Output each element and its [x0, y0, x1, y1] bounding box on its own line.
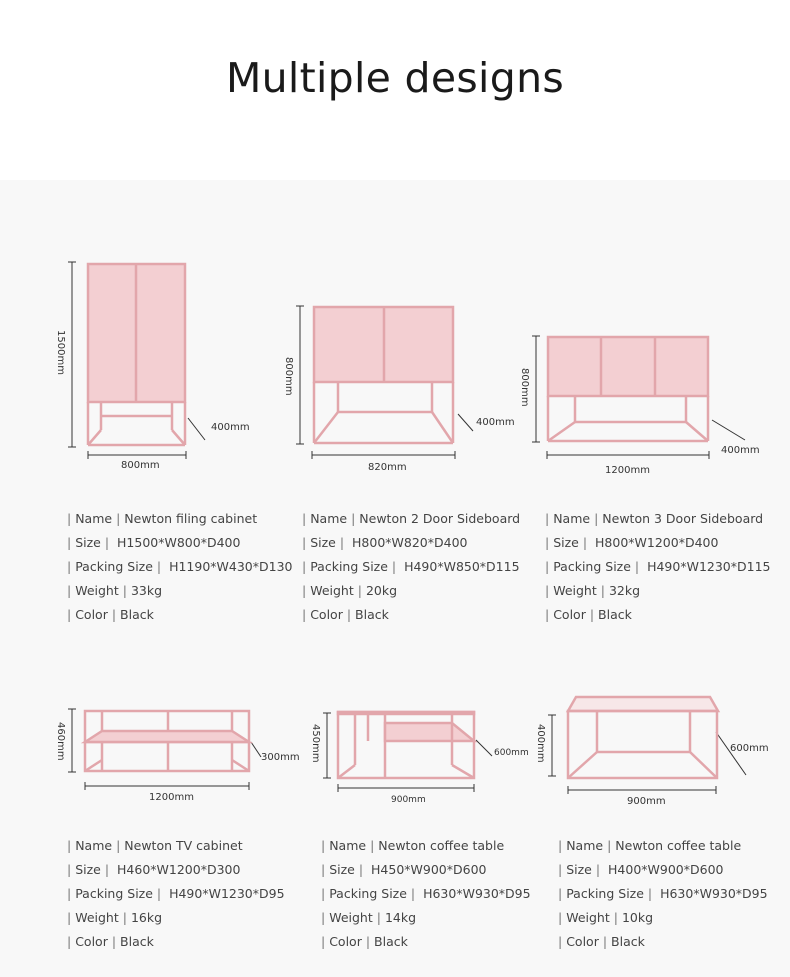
dim-depth: 600mm [730, 743, 769, 754]
dim-depth: 400mm [476, 417, 515, 428]
spec-packing: | Packing Size | H490*W1230*D115 [545, 559, 771, 574]
spec-size: | Size | H460*W1200*D300 [67, 862, 241, 877]
spec-name: | Name | Newton TV cabinet [67, 838, 243, 853]
spec-weight: | Weight | 20kg [302, 583, 398, 598]
page-title: Multiple designs [225, 54, 565, 102]
spec-color: | Color | Black [302, 607, 389, 622]
spec-name: | Name | Newton filing cabinet [67, 511, 258, 526]
dim-width: 900mm [627, 796, 666, 807]
dim-width: 820mm [368, 462, 407, 473]
spec-packing: | Packing Size | H1190*W430*D130 [67, 559, 293, 574]
spec-weight: | Weight | 32kg [545, 583, 641, 598]
spec-weight: | Weight | 14kg [321, 910, 417, 925]
spec-color: | Color | Black [545, 607, 632, 622]
spec-color: | Color | Black [321, 934, 408, 949]
spec-packing: | Packing Size | H490*W850*D115 [302, 559, 520, 574]
spec-size: | Size | H800*W820*D400 [302, 535, 468, 550]
spec-weight: | Weight | 16kg [67, 910, 163, 925]
specs-filing-cabinet [67, 507, 293, 627]
spec-name: | Name | Newton coffee table [321, 838, 505, 853]
dim-height: 400mm [535, 724, 546, 763]
spec-packing: | Packing Size | H490*W1230*D95 [67, 886, 285, 901]
specs-2-door-sideboard [302, 507, 520, 627]
spec-name: | Name | Newton 2 Door Sideboard [302, 511, 521, 526]
dim-height: 450mm [310, 724, 321, 763]
dim-depth: 400mm [721, 445, 760, 456]
spec-size: | Size | H1500*W800*D400 [67, 535, 241, 550]
spec-color: | Color | Black [558, 934, 645, 949]
spec-size: | Size | H450*W900*D600 [321, 862, 487, 877]
specs-3-door-sideboard [545, 507, 771, 627]
spec-packing: | Packing Size | H630*W930*D95 [558, 886, 768, 901]
dim-height: 460mm [55, 722, 66, 761]
dim-height: 800mm [519, 368, 530, 407]
spec-color: | Color | Black [67, 607, 154, 622]
spec-weight: | Weight | 33kg [67, 583, 163, 598]
specs-coffee-table-2 [558, 834, 768, 954]
spec-color: | Color | Black [67, 934, 154, 949]
dim-width: 900mm [391, 795, 426, 805]
dim-depth: 400mm [211, 422, 250, 433]
spec-name: | Name | Newton coffee table [558, 838, 742, 853]
dim-width: 1200mm [605, 465, 650, 476]
spec-size: | Size | H400*W900*D600 [558, 862, 724, 877]
dim-depth: 600mm [494, 748, 529, 758]
specs-tv-cabinet [67, 834, 285, 954]
dim-width: 1200mm [149, 792, 194, 803]
dim-depth: 300mm [261, 752, 300, 763]
dim-width: 800mm [121, 460, 160, 471]
specs-coffee-table-1 [321, 834, 531, 954]
dim-height: 800mm [283, 357, 294, 396]
dim-height: 1500mm [55, 330, 66, 375]
spec-packing: | Packing Size | H630*W930*D95 [321, 886, 531, 901]
spec-size: | Size | H800*W1200*D400 [545, 535, 719, 550]
spec-weight: | Weight | 10kg [558, 910, 654, 925]
spec-name: | Name | Newton 3 Door Sideboard [545, 511, 764, 526]
